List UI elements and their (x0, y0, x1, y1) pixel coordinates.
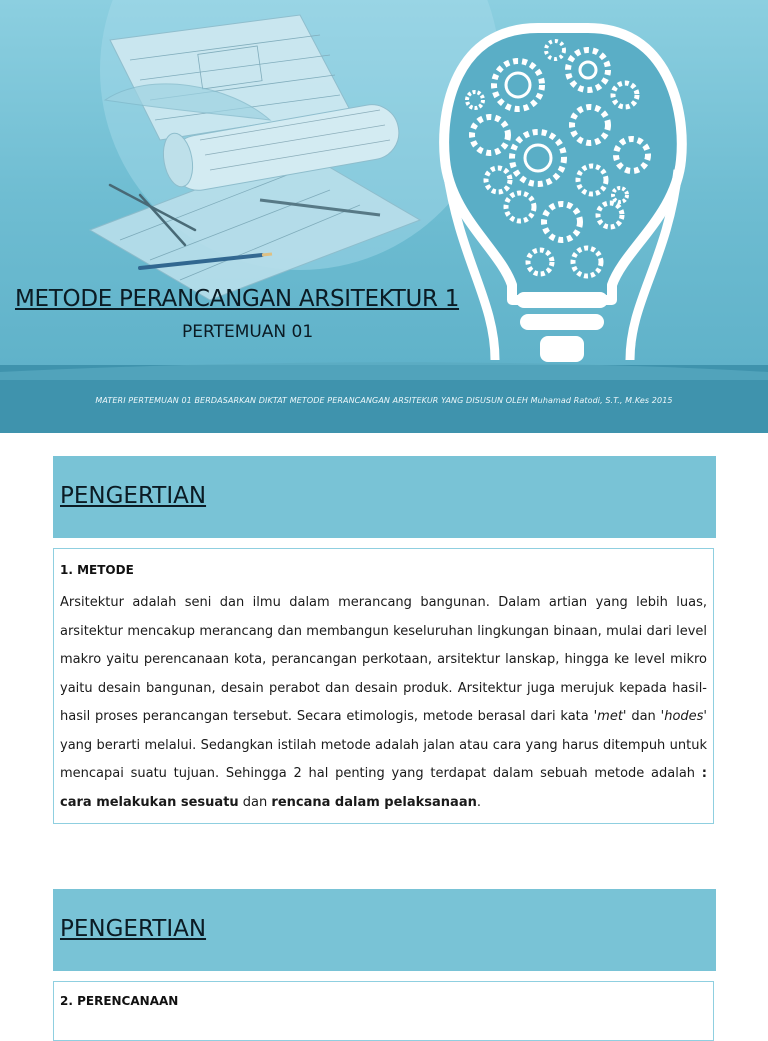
source-caption: MATERI PERTEMUAN 01 BERDASARKAN DIKTAT METODE PERANCANGAN ARSITEKUR YANG DISUSUN OLEH Muhamad Ratodi, S.T., M.Kes 2015 (95, 396, 673, 405)
presentation-title: METODE PERANCANGAN ARSITEKTUR 1 (15, 286, 460, 312)
para-text: . (476, 794, 482, 810)
key-point-rencana: rencana dalam pelaksanaan (271, 794, 477, 810)
para-text: dan (238, 794, 272, 810)
slide1-text-box (53, 548, 714, 824)
para-text: Arsitektur adalah seni dan ilmu dalam merancang bangunan. Dalam artian yang lebih luas, arsitektur mencakup merancang dan membangun keseluruhan lingkungan binaan, mulai dari level makro yaitu perencanaan kota, perancangan perkotaan, arsitektur lanskap, hingga ke level mikro yaitu desain bangunan, desain perabot dan desain produk. Arsitektur juga merujuk kepada hasil-hasil proses perancangan tersebut. Secara etimologis, metode berasal dari kata ' (60, 595, 707, 724)
slide1-heading: PENGERTIAN (60, 483, 207, 509)
slide2-heading: PENGERTIAN (60, 916, 207, 942)
slide1-heading-box (53, 456, 716, 538)
para-text: ' dan ' (622, 709, 665, 724)
para-text: ' yang berarti melalui. Sedangkan istilah metode adalah jalan atau cara yang harus ditempuh untuk mencapai suatu tujuan. Sehingga 2 hal penting yang terdapat dalam sebuah metode adalah (60, 709, 707, 781)
metode-paragraph (60, 589, 707, 817)
presentation-subtitle: PERTEMUAN 01 (182, 322, 314, 342)
term-met: met (597, 709, 623, 724)
slide2-heading-box (53, 889, 716, 971)
term-hodes: hodes (664, 709, 704, 724)
key-point-cara: : cara melakukan sesuatu (60, 766, 707, 810)
slide2-text-box (53, 981, 714, 1041)
cover-banner (0, 0, 768, 433)
section-title-perencanaan: 2. PERENCANAAN (60, 994, 179, 1008)
section-title-metode: 1. METODE (60, 563, 134, 577)
cover-illustration (0, 0, 768, 433)
